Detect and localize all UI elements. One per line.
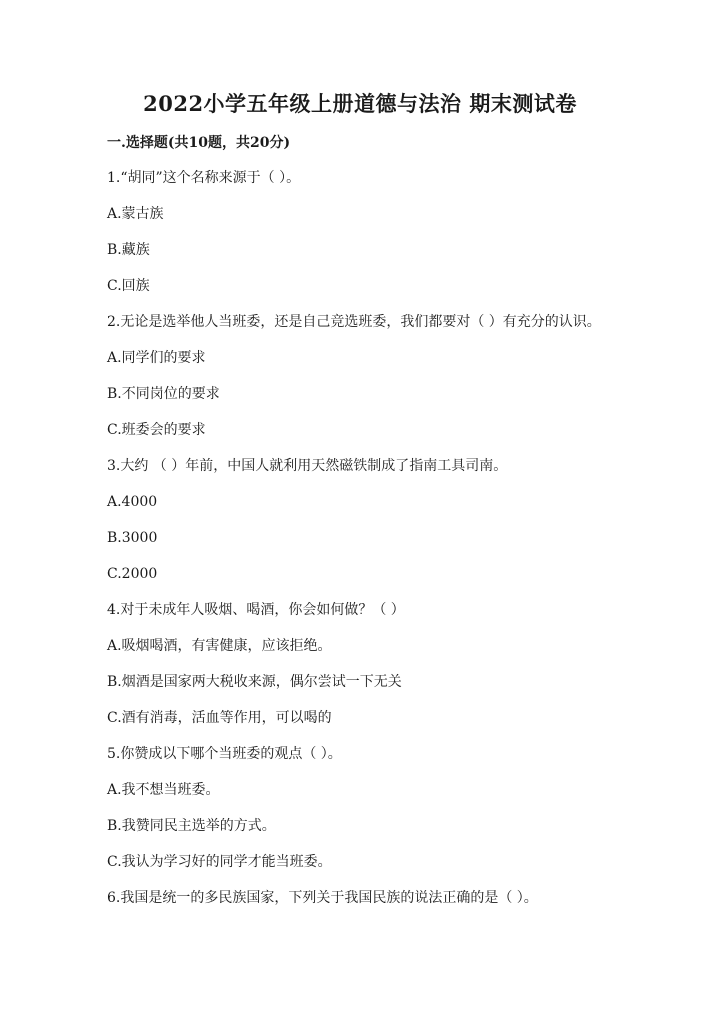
question-option: A.我不想当班委。: [107, 782, 220, 798]
question-option: B.藏族: [107, 242, 150, 258]
question-option: A.4000: [107, 494, 158, 510]
question-option: C.我认为学习好的同学才能当班委。: [107, 854, 332, 870]
question-stem: 3.大约 （ ）年前，中国人就利用天然磁铁制成了指南工具司南。: [107, 458, 508, 474]
question-option: B.我赞同民主选举的方式。: [107, 818, 276, 834]
question-stem: 4.对于未成年人吸烟、喝酒，你会如何做？（ ）: [107, 602, 405, 618]
question-stem: 5.你赞成以下哪个当班委的观点（ ）。: [107, 746, 342, 762]
question-option: A.蒙古族: [107, 206, 164, 222]
question-list: [107, 168, 627, 924]
question-stem: 6.我国是统一的多民族国家，下列关于我国民族的说法正确的是（ ）。: [107, 890, 538, 906]
section-heading: 一.选择题(共10题，共20分): [107, 135, 291, 151]
question-option: C.班委会的要求: [107, 422, 206, 438]
question-stem: 1.“胡同”这个名称来源于（ ）。: [107, 170, 301, 186]
question-option: C.2000: [107, 566, 158, 582]
question-option: B.不同岗位的要求: [107, 386, 220, 402]
question-option: B.3000: [107, 530, 158, 546]
question-option: C.酒有消毒，活血等作用，可以喝的: [107, 710, 332, 726]
question-option: A.同学们的要求: [107, 350, 206, 366]
question-stem: 2.无论是选举他人当班委，还是自己竞选班委，我们都要对（ ）有充分的认识。: [107, 314, 601, 330]
question-option: B.烟酒是国家两大税收来源，偶尔尝试一下无关: [107, 674, 402, 690]
question-option: C.回族: [107, 278, 150, 294]
question-option: A.吸烟喝酒，有害健康，应该拒绝。: [107, 638, 332, 654]
page-title: 2022小学五年级上册道德与法治 期末测试卷: [143, 91, 577, 116]
